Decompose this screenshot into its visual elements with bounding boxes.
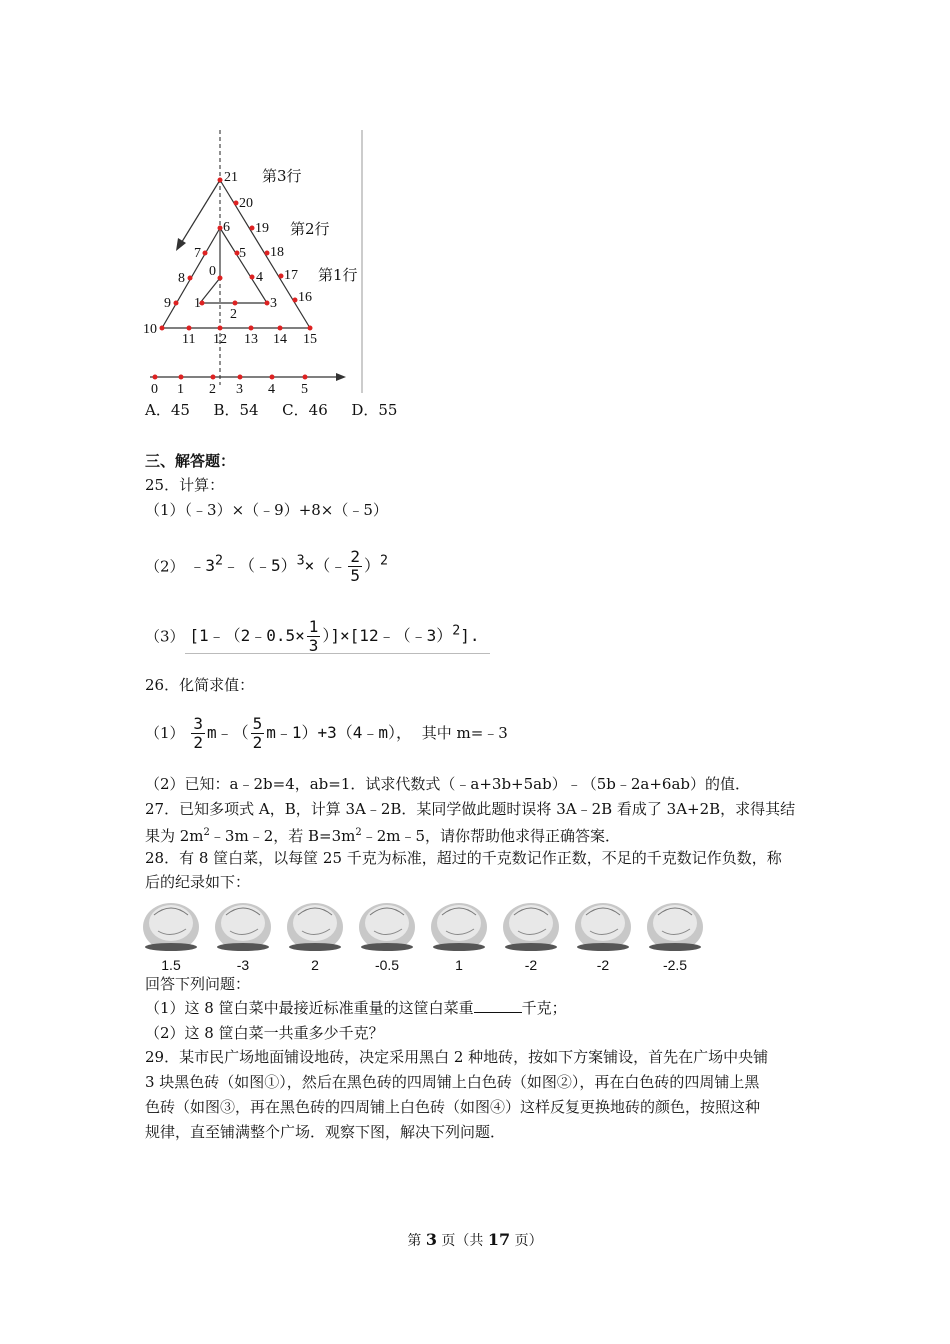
pt-label: 0	[209, 264, 216, 279]
cabbage-icon	[644, 895, 706, 955]
section-title: 三、解答题：	[145, 452, 236, 470]
q28-line1: 28．有 8 筐白菜，以每筐 25 千克为标准，超过的千克数记作正数，不足的千克数记作负数，称	[145, 849, 782, 867]
svg-text:14: 14	[273, 332, 287, 347]
cabbage-item: -2	[500, 895, 562, 955]
svg-text:7: 7	[194, 246, 201, 261]
q29-line2: 3 块黑色砖（如图①），然后在黑色砖的四周铺上白色砖（如图②），再在白色砖的四周铺上黑	[145, 1073, 760, 1091]
svg-text:10: 10	[143, 322, 157, 337]
page-number: 3	[425, 1230, 437, 1249]
svg-text:5: 5	[301, 382, 308, 397]
q29-line1: 29．某市民广场地面铺设地砖，决定采用黑白 2 种地砖，按如下方案铺设，首先在广场中央铺	[145, 1048, 769, 1066]
q27-line1: 27．已知多项式 A，B，计算 3A﹣2B．某同学做此题时误将 3A﹣2B 看成了 3A+2B，求得其结	[145, 800, 796, 818]
svg-text:20: 20	[239, 196, 253, 211]
q28-part1: （1）这 8 筐白菜中最接近标准重量的这筐白菜重 千克；	[145, 999, 567, 1017]
q28-part2: （2）这 8 筐白菜一共重多少千克？	[145, 1024, 384, 1042]
choice-a: A．45	[145, 401, 190, 419]
q29-line4: 规律，直至铺满整个广场．观察下图，解决下列问题．	[145, 1123, 506, 1141]
svg-text:6: 6	[223, 220, 230, 235]
q27-line2: 果为 $2m^2﹣3m﹣2$，若 $B=3m^2﹣2m﹣5$，请你帮助他求得正确答案．	[145, 827, 621, 845]
q26-stem: 26．化简求值：	[145, 676, 255, 694]
svg-text:4: 4	[256, 270, 263, 285]
q25-part3-expr: [1﹣（2﹣0.5× $\frac{1}{3}$ ）]×[12﹣（﹣3）$^2$].	[189, 617, 480, 656]
svg-text:2: 2	[230, 307, 237, 322]
answer-blank[interactable]	[474, 998, 522, 1013]
cabbage-icon	[212, 895, 274, 955]
row-label-1: 第1行	[318, 266, 358, 284]
cabbage-item: 1	[428, 895, 490, 955]
cabbage-item: -2	[572, 895, 634, 955]
cabbage-icon	[428, 895, 490, 955]
svg-text:8: 8	[178, 271, 185, 286]
svg-text:19: 19	[255, 221, 269, 236]
svg-text:17: 17	[284, 268, 298, 283]
cabbage-icon	[572, 895, 634, 955]
q25-stem: 25．计算：	[145, 476, 225, 494]
svg-text:3: 3	[270, 296, 277, 311]
svg-text:18: 18	[270, 245, 284, 260]
choice-c: C．46	[282, 401, 328, 419]
cabbage-item: 2	[284, 895, 346, 955]
svg-text:12: 12	[213, 332, 227, 347]
svg-text:21: 21	[224, 170, 238, 185]
choices	[145, 399, 397, 421]
svg-text:9: 9	[164, 296, 171, 311]
cabbage-icon	[140, 895, 202, 955]
svg-text:5: 5	[239, 246, 246, 261]
svg-text:0: 0	[151, 382, 158, 397]
svg-text:11: 11	[182, 332, 196, 347]
spiral-triangle-diagram	[140, 125, 380, 400]
q28-answer-intro: 回答下列问题：	[145, 975, 251, 993]
svg-text:13: 13	[244, 332, 258, 347]
choice-d: D．55	[351, 401, 398, 419]
q25-part2-expr: $﹣3^2﹣(﹣5)^3\times(﹣$ $\frac{2}{5}$ ）$^2$	[189, 547, 388, 586]
svg-text:1: 1	[194, 296, 201, 311]
q26-part1: （1） $\frac{3}{2}$ m﹣（ $\frac{5}{2}$ m﹣1）+3（4﹣m）， 其中 m=﹣3	[145, 714, 508, 752]
svg-text:3: 3	[236, 382, 243, 397]
cabbage-item: 1.5	[140, 895, 202, 955]
cabbage-icon	[356, 895, 418, 955]
cabbage-item: -3	[212, 895, 274, 955]
page-total: 17	[487, 1230, 511, 1249]
cabbage-item: -0.5	[356, 895, 418, 955]
svg-text:2: 2	[209, 382, 216, 397]
cabbage-item: -2.5	[644, 895, 706, 955]
q25-underline	[185, 653, 490, 654]
svg-text:4: 4	[268, 382, 275, 397]
svg-text:1: 1	[177, 382, 184, 397]
q25-part2: （2） $﹣3^2﹣(﹣5)^3\times(﹣$ $\frac{2}{5}$ ）$^2$	[145, 547, 388, 586]
svg-text:16: 16	[298, 290, 312, 305]
svg-text:15: 15	[303, 332, 317, 347]
cabbage-row	[140, 895, 720, 975]
row-label-2: 第2行	[290, 220, 330, 238]
q25-part1: （1）（﹣3）×（﹣9）+8×（﹣5）	[145, 501, 388, 519]
q26-part2: （2）已知：a﹣2b=4，ab=1．试求代数式（﹣a+3b+5ab）﹣（5b﹣2a+6ab）的值．	[145, 775, 751, 793]
cabbage-icon	[284, 895, 346, 955]
choice-b: B．54	[213, 401, 259, 419]
q29-line3: 色砖（如图③，再在黑色砖的四周铺上白色砖（如图④）这样反复更换地砖的颜色，按照这种	[145, 1098, 761, 1116]
row-label-3: 第3行	[262, 167, 302, 185]
q28-line2: 后的纪录如下：	[145, 873, 251, 891]
q25-part3: （3） [1﹣（2﹣0.5× $\frac{1}{3}$ ）]×[12﹣（﹣3）$^2$].	[145, 617, 480, 656]
cabbage-icon	[500, 895, 562, 955]
page-footer: 第 3 页（共 17 页）	[407, 1230, 543, 1249]
